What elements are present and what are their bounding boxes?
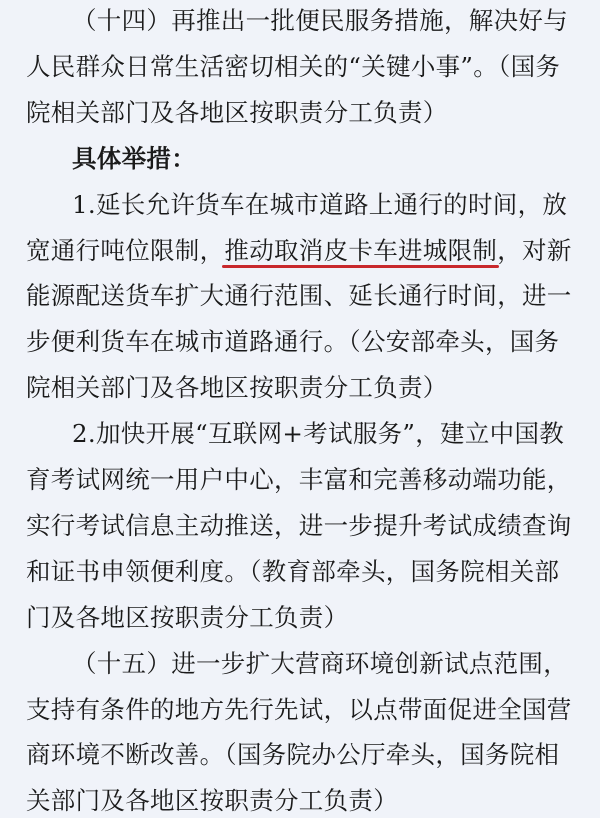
item-1-line-2-end: ，对新 <box>497 235 572 265</box>
item-1-line-2-start: 宽通行吨位限制， <box>26 235 225 265</box>
item-1-line-2 <box>26 234 582 268</box>
highlighted-phrase: 推动取消皮卡车进城限制 <box>224 234 497 268</box>
measures-heading: 具体举措： <box>72 143 196 173</box>
item-2-line-1: 2.加快开展“互联网+考试服务”，建立中国教 <box>72 419 565 449</box>
item-2-line-5: 门及各地区按职责分工负责） <box>26 602 349 632</box>
item-1-line-4: 步便利货车在城市道路通行。（公安部牵头，国务 <box>26 327 560 357</box>
section-15-line-4: 关部门及各地区按职责分工负责） <box>26 786 398 816</box>
section-15-line-3: 商环境不断改善。（国务院办公厅牵头，国务院相 <box>26 740 560 770</box>
item-1-line-1: 1.延长允许货车在城市道路上通行的时间，放 <box>72 189 568 219</box>
item-1-line-5: 院相关部门及各地区按职责分工负责） <box>26 373 448 403</box>
section-15-line-2: 支持有条件的地方先行先试，以点带面促进全国营 <box>26 694 572 724</box>
section-14-line-2: 人民群众日常生活密切相关的“关键小事”。（国务 <box>26 51 561 81</box>
item-2-line-2: 育考试网统一用户中心，丰富和完善移动端功能， <box>26 465 572 494</box>
item-2-line-3: 实行考试信息主动推送，进一步提升考试成绩查询 <box>26 510 572 540</box>
section-15-line-1: （十五）进一步扩大营商环境创新试点范围， <box>72 648 568 678</box>
item-2-line-4: 和证书申领便利度。（教育部牵头，国务院相关部 <box>26 556 560 586</box>
section-14-line-1: （十四）再推出一批便民服务措施，解决好与 <box>72 6 568 35</box>
item-1-line-3: 能源配送货车扩大通行范围、延长通行时间，进一 <box>26 281 572 311</box>
section-14-line-3: 院相关部门及各地区按职责分工负责） <box>26 97 448 127</box>
